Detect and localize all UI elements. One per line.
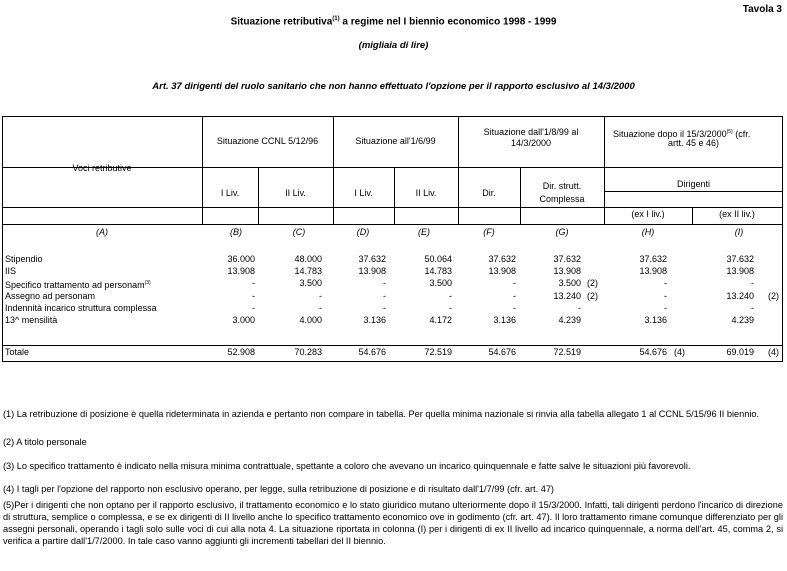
value-g: 4.239 [558,315,581,325]
header-1-8-99-line1: Situazione dall'1/8/99 al [483,127,579,137]
value-g: 13.240 [553,290,581,301]
footnote-5: (5)Per i dirigenti che non optano per il rapporto esclusivo, il trattamento economico e lo stato giuridico mutano ulteriormente dopo il 15/3/2000. Infatti, tali dirigenti perdono l'incarico di direzione di struttura, semplice o complessa, e se ex dirigenti di II livello anche lo specifico trattamento economico ove in godimento (cfr. art. 47). Il loro trattamento rimane comunque differenziato per gli assegni personali, operando i tagli solo sulle voci di cui alla nota 4. La situazione riportata in colonna (I) per i dirigenti di ex II livello ad incarico quinquennale, a norma dell'art. 45, comma 2, si verifica a partire dall'1/7/2000. In tale caso vanno aggiunti gli incrementi tabellari del II biennio. [3,500,783,546]
value-b: - [252,302,255,313]
value-c: 4.000 [299,315,322,325]
letter-g: (G) [555,227,569,237]
value-c: 14.783 [294,266,322,277]
sub-g-line1: Dir. strutt. [542,181,582,191]
note-ref-g: (2) [587,290,598,301]
value-e: - [449,290,452,301]
value-f: - [513,290,516,301]
value-g: 3.500 [558,278,581,289]
value-b: 3.000 [232,315,255,325]
letter-i: (I) [734,227,744,237]
value-b: 13.908 [227,266,255,277]
value-d: - [383,290,386,301]
row-label: IIS [5,266,17,277]
value-g: 13.908 [553,266,581,277]
value-d: 3.136 [363,315,386,325]
note-ref-i: (4) [768,347,779,357]
value-c: - [319,302,322,313]
letter-c: (C) [292,227,306,237]
value-g: - [578,302,581,313]
value-b: 52.908 [227,347,255,357]
value-h: - [664,278,667,289]
value-b: 36.000 [227,254,255,264]
value-d: 13.908 [358,266,386,277]
value-b: - [252,278,255,289]
row-label: Indennità incarico struttura complessa [5,302,157,313]
header-1-6-99: Situazione all'1/6/99 [355,136,436,146]
header-dopo-line2: artt. 45 e 46) [667,138,720,148]
value-c: 48.000 [294,254,322,264]
value-h: 37.632 [639,254,667,264]
value-f: - [513,278,516,289]
row-label: Specifico trattamento ad personam$^{(3)}$ [5,280,151,291]
letter-d: (D) [356,227,370,237]
sub-d: I Liv. [354,188,373,198]
value-e: 72.519 [424,347,452,357]
value-h: 13.908 [639,266,667,277]
sub-i: (ex II liv.) [719,209,755,219]
footnote-4: (4) I tagli per l'opzione del rapporto non esclusivo operano, per legge, sulla retribuzione di posizione e di risultato dall'1/7/99 (cfr. art. 47) [3,484,554,494]
value-i: 13.908 [726,266,754,277]
value-f: - [513,302,516,313]
value-h: 3.136 [644,315,667,325]
value-f: 13.908 [488,266,516,277]
value-i: 13.240 [726,290,754,301]
value-i: - [751,302,754,313]
value-e: - [449,302,452,313]
value-g: 37.632 [553,254,581,264]
value-e: 4.172 [429,315,452,325]
sub-g-line2: Complessa [539,194,585,204]
footnote-2: (2) A titolo personale [3,437,87,447]
value-d: - [383,302,386,313]
salary-table [2,116,783,362]
value-f: 54.676 [488,347,516,357]
letter-f: (F) [483,227,495,237]
row-label: 13^ mensilità [5,315,58,325]
value-f: 37.632 [488,254,516,264]
value-c: 70.283 [294,347,322,357]
value-i: 69.019 [726,347,754,357]
value-e: 14.783 [424,266,452,277]
header-ccnl: Situazione CCNL 5/12/96 [216,136,319,146]
totale-label: Totale [5,347,30,357]
row-label: Stipendio [5,254,43,264]
footnote-3: (3) Lo specifico trattamento è indicato nella misura minima contrattuale, spettante a coloro che avevano un incarico quinquennale e fatte salve le situazioni più favorevoli. [3,461,691,471]
page-title: Situazione retributiva$^{(1)}$ a regime nel I biennio economico 1998 - 1999 [230,16,557,28]
note-ref-i: (2) [768,290,779,301]
value-e: 3.500 [429,278,452,289]
value-b: - [252,290,255,301]
value-h: - [664,290,667,301]
letter-h: (H) [641,227,655,237]
value-h: - [664,302,667,313]
voci-header: Voci retributive [72,163,132,173]
sub-dirigenti: Dirigenti [676,179,710,189]
footnote-1: (1) La retribuzione di posizione è quella rideterminata in azienda e pertanto non compare in tabella. Per quella minima nazionale si rinvia alla tabella allegato 1 al CCNL 5/15/96 II biennio. [3,409,760,419]
note-ref-h: (4) [674,347,685,357]
letter-a: (A) [96,227,108,237]
sub-e: II Liv. [415,188,437,198]
value-d: 54.676 [358,347,386,357]
value-i: 37.632 [726,254,754,264]
value-e: 50.064 [424,254,452,264]
sub-h: (ex I liv.) [631,209,665,219]
value-c: 3.500 [299,278,322,289]
value-d: - [383,278,386,289]
note-ref-g: (2) [587,278,598,289]
value-i: 4.239 [731,315,754,325]
value-i: - [751,278,754,289]
header-1-8-99-line2: 14/3/2000 [510,138,552,148]
value-h: 54.676 [639,347,667,357]
value-c: - [319,290,322,301]
letter-e: (E) [418,227,430,237]
letter-b: (B) [230,227,242,237]
unit-subtitle: (migliaia di lire) [358,40,429,51]
section-title: Art. 37 dirigenti del ruolo sanitario che non hanno effettuato l'opzione per il rapporto esclusivo al 14/3/2000 [152,81,635,92]
sub-b: I Liv. [220,188,240,198]
value-g: 72.519 [553,347,581,357]
row-label: Assegno ad personam [5,290,96,301]
value-f: 3.136 [493,315,516,325]
sub-f: Dir. [482,188,496,198]
sub-c: II Liv. [285,188,306,198]
value-d: 37.632 [358,254,386,264]
header-dopo-line1: Situazione dopo il 15/3/2000$^{(5)}$ (cfr. [613,129,751,139]
table-number: Tavola 3 [742,4,782,15]
